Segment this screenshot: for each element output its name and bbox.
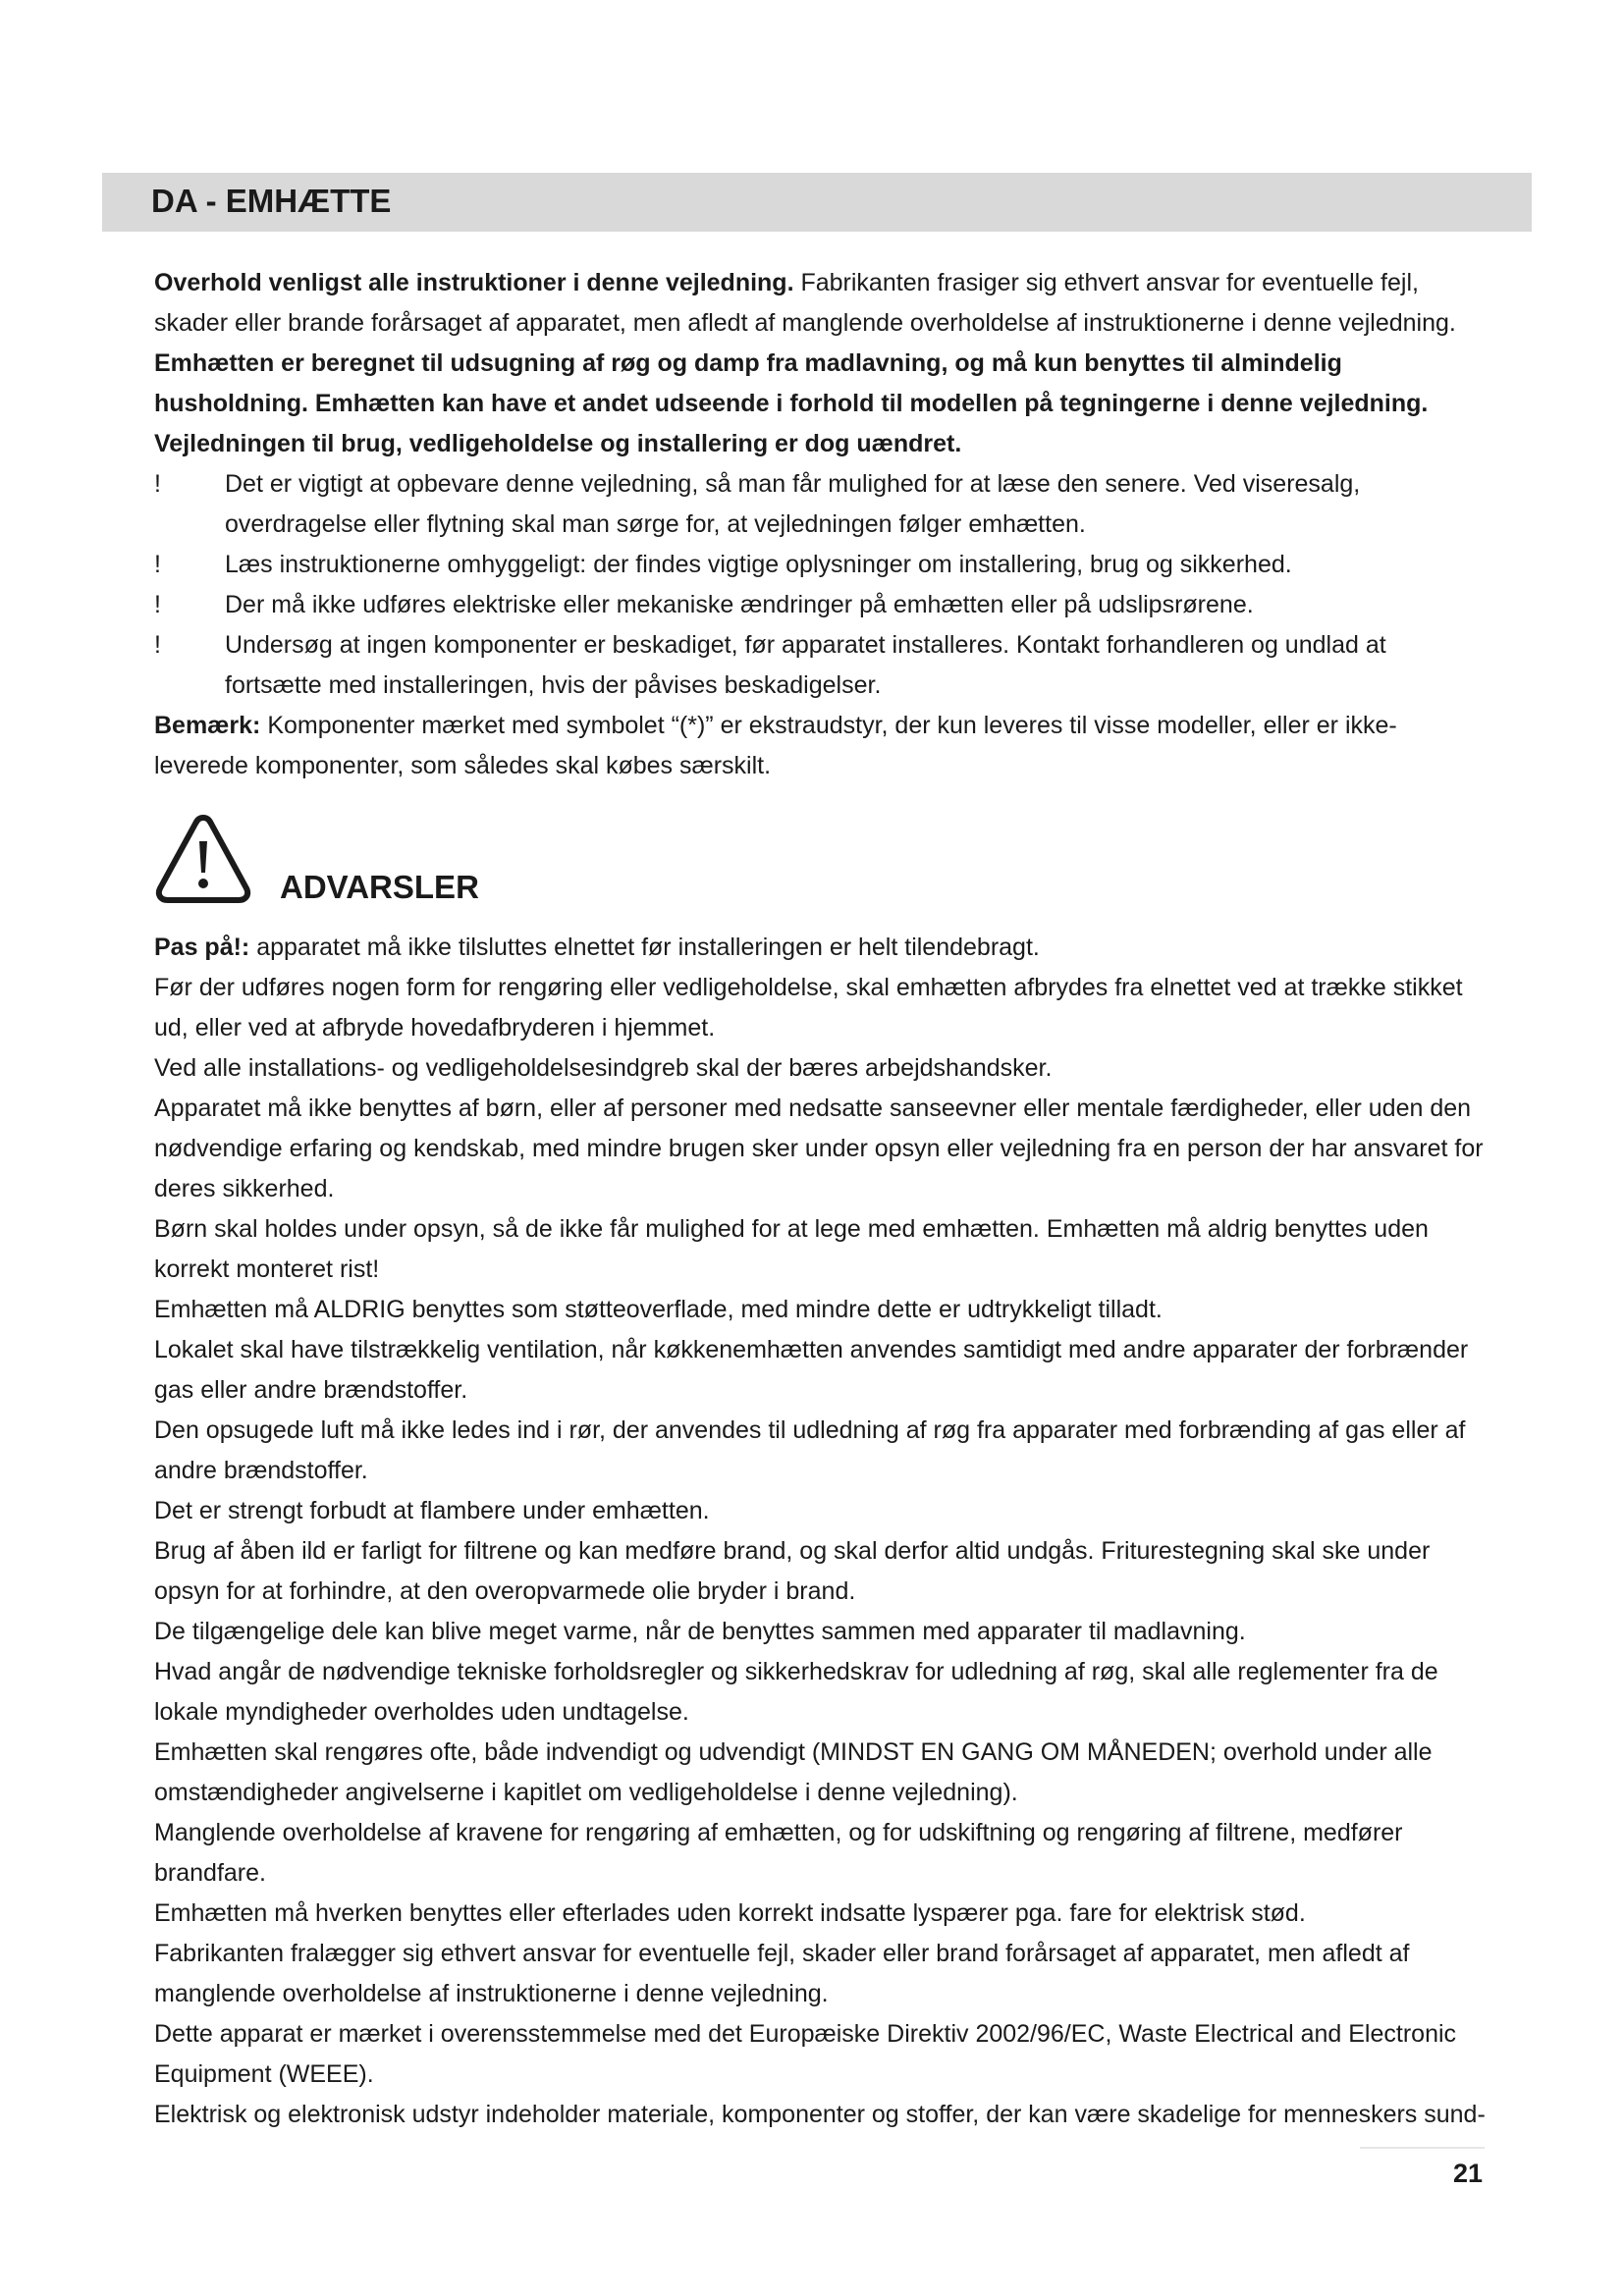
warning-text: apparatet må ikke tilsluttes elnettet før installeringen er helt tilendebragt. <box>249 934 1040 961</box>
warning-paragraph: Børn skal holdes under opsyn, så de ikke får mulighed for at lege med emhætten. Emhætten må aldrig benyttes uden korrekt monteret rist! <box>154 1215 1429 1283</box>
warning-paragraph: Brug af åben ild er farligt for filtrene og kan medføre brand, og skal derfor altid undgås. Friturestegning skal ske under opsyn for at forhindre, at den overopvarmede olie bryder i brand. <box>154 1537 1431 1605</box>
warning-triangle-icon <box>154 812 252 906</box>
note-paragraph <box>154 706 1489 786</box>
warnings-title: ADVARSLER <box>280 869 479 905</box>
bullet-item <box>154 545 1489 585</box>
bullet-item <box>154 625 1489 706</box>
bullet-text: Undersøg at ingen komponenter er beskadiget, før apparatet installeres. Kontakt forhandleren og undlad at fortsætte med installeringen, hvis der påvises beskadigelser. <box>225 631 1386 699</box>
intro-bold-lead: Overhold venligst alle instruktioner i denne vejledning. <box>154 269 794 296</box>
warning-paragraph: Emhætten skal rengøres ofte, både indvendigt og udvendigt (MINDST EN GANG OM MÅNEDEN; overhold under alle omstændigheder angivelserne i kapitlet om vedligeholdelse i denne vejledning). <box>154 1738 1433 1806</box>
bullet-list <box>154 464 1489 706</box>
warnings-heading <box>154 812 1489 910</box>
warning-paragraph: De tilgængelige dele kan blive meget varme, når de benyttes sammen med apparater til madlavning. <box>154 1618 1246 1645</box>
exclamation-mark: ! <box>154 631 161 659</box>
warning-paragraph: Manglende overholdelse af kravene for rengøring af emhætten, og for udskiftning og rengøring af filtrene, medfører brandfare. <box>154 1819 1403 1887</box>
warning-paragraph: Emhætten må ALDRIG benyttes som støtteoverflade, med mindre dette er udtrykkeligt tilladt. <box>154 1296 1163 1323</box>
document-body <box>154 263 1489 2135</box>
exclamation-mark: ! <box>154 470 161 498</box>
section-title: DA - EMHÆTTE <box>151 183 392 219</box>
bullet-item <box>154 585 1489 625</box>
warnings-list <box>154 928 1489 2135</box>
warning-paragraph: Apparatet må ikke benyttes af børn, eller af personer med nedsatte sanseevner eller mentale færdigheder, eller uden den nødvendige erfaring og kendskab, med mindre brugen sker under opsyn eller vejledning fra en person der har ansvaret for deres sikkerhed. <box>154 1095 1484 1202</box>
bullet-text: Der må ikke udføres elektriske eller mekaniske ændringer på emhætten eller på udslipsrørene. <box>225 591 1254 618</box>
warning-paragraph: Det er strengt forbudt at flambere under emhætten. <box>154 1497 710 1524</box>
note-text: Komponenter mærket med symbolet “(*)” er ekstraudstyr, der kun leveres til visse modeller, eller er ikke-leverede komponenter, som således skal købes særskilt. <box>154 712 1397 779</box>
page-number: 21 <box>1453 2159 1484 2188</box>
warning-paragraph: Emhætten må hverken benyttes eller efterlades uden korrekt indsatte lyspærer pga. fare for elektrisk stød. <box>154 1899 1306 1927</box>
intro-bold-text: Emhætten er beregnet til udsugning af røg og damp fra madlavning, og må kun benyttes til almindelig husholdning. Emhætten kan have et andet udseende i forhold til modellen på tegningerne i denne vejledning. Vejledningen til brug, vedligeholdelse og installering er dog uændret. <box>154 349 1429 457</box>
bullet-text: Læs instruktionerne omhyggeligt: der findes vigtige oplysninger om installering, brug og sikkerhed. <box>225 551 1292 578</box>
warning-paragraph <box>154 928 1489 968</box>
warning-paragraph: Hvad angår de nødvendige tekniske forholdsregler og sikkerhedskrav for udledning af røg, skal alle reglementer fra de lokale myndigheder overholdes uden undtagelse. <box>154 1658 1438 1726</box>
warning-paragraph: Fabrikanten fralægger sig ethvert ansvar for eventuelle fejl, skader eller brand forårsaget af apparatet, men afledt af manglende overholdelse af instruktionerne i denne vejledning. <box>154 1940 1410 2007</box>
intro-text: Fabrikanten frasiger sig ethvert ansvar for eventuelle fejl, skader eller brande forårsaget af apparatet, men afledt af manglende overholdelse af instruktionerne i denne vejledning. <box>154 269 1456 337</box>
warning-paragraph: Før der udføres nogen form for rengøring eller vedligeholdelse, skal emhætten afbrydes fra elnettet ved at trække stikket ud, eller ved at afbryde hovedafbryderen i hjemmet. <box>154 974 1463 1041</box>
bullet-text: Det er vigtigt at opbevare denne vejledning, så man får mulighed for at læse den senere. Ved viseresalg, overdragelse eller flytning skal man sørge for, at vejledningen følger emhætten. <box>225 470 1361 538</box>
note-label: Bemærk: <box>154 712 261 739</box>
exclamation-mark: ! <box>154 591 161 618</box>
warning-paragraph: Lokalet skal have tilstrækkelig ventilation, når køkkenemhætten anvendes samtidigt med andre apparater der forbrænder gas eller andre brændstoffer. <box>154 1336 1469 1404</box>
warning-paragraph: Ved alle installations- og vedligeholdelsesindgreb skal der bæres arbejdshandsker. <box>154 1054 1053 1082</box>
intro-paragraph <box>154 263 1489 464</box>
warning-bold-lead: Pas på!: <box>154 934 250 961</box>
warning-paragraph: Den opsugede luft må ikke ledes ind i rør, der anvendes til udledning af røg fra apparater med forbrænding af gas eller af andre brændstoffer. <box>154 1416 1466 1484</box>
exclamation-mark: ! <box>154 551 161 578</box>
warning-paragraph: Elektrisk og elektronisk udstyr indeholder materiale, komponenter og stoffer, der kan være skadelige for menneskers sund- <box>154 2101 1486 2128</box>
footer-divider <box>1360 2147 1485 2149</box>
bullet-item <box>154 464 1489 545</box>
warning-paragraph: Dette apparat er mærket i overensstemmelse med det Europæiske Direktiv 2002/96/EC, Waste Electrical and Electronic Equipment (WEEE). <box>154 2020 1457 2088</box>
